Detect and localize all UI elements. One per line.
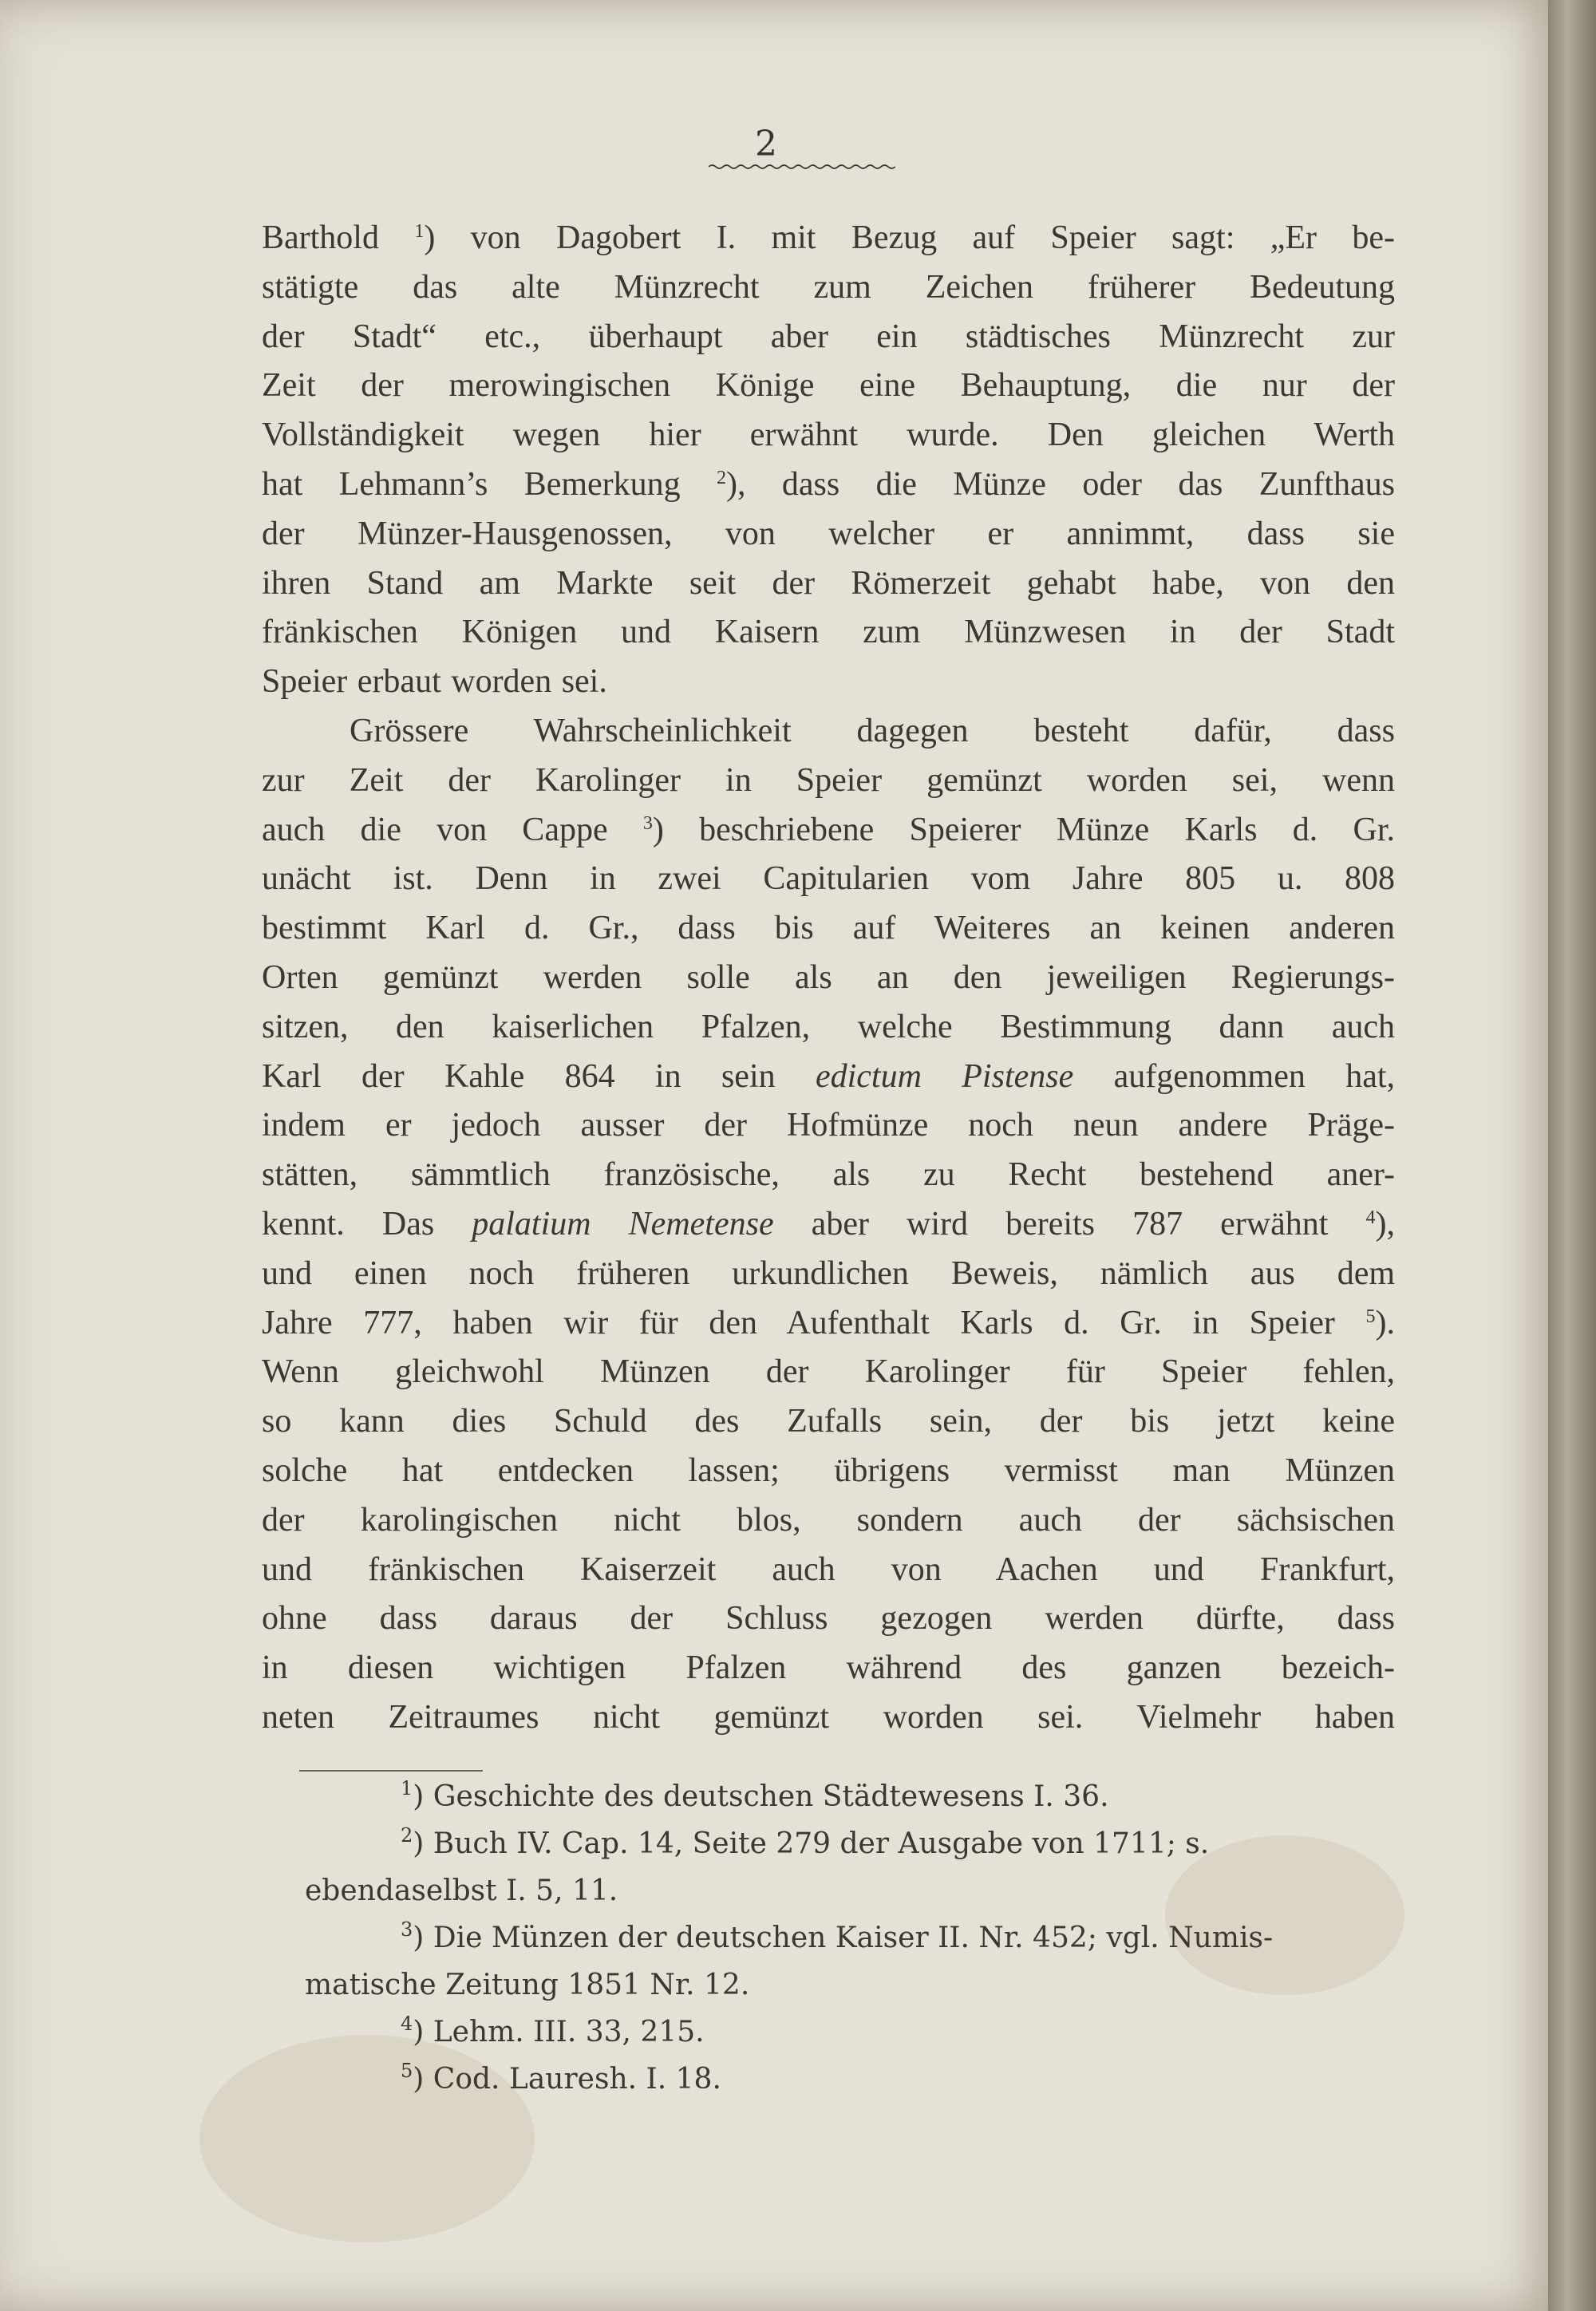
page-number: 2 <box>755 124 777 164</box>
text-line: der Münzer-Hausgenossen, von welcher er annimmt, dass sie <box>262 515 1395 552</box>
text-line: Karl der Kahle 864 in sein edictum Pistense aufgenommen hat, <box>262 1057 1396 1095</box>
footnote-marker: 1 <box>401 1777 413 1799</box>
text-line: ohne dass daraus der Schluss gezogen werden dürfte, dass <box>262 1600 1395 1637</box>
footnote-divider <box>299 1770 483 1772</box>
text-line: stätten, sämmtlich französische, als zu Recht bestehend aner- <box>262 1156 1395 1194</box>
footnote-reference: 3 <box>642 812 653 834</box>
footnote-reference: 1 <box>414 221 425 242</box>
text-line: Orten gemünzt werden solle als an den jeweiligen Regierungs- <box>262 958 1395 996</box>
text-line: so kann dies Schuld des Zufalls sein, der bis jetzt keine <box>262 1403 1395 1440</box>
text-line: ihren Stand am Markte seit der Römerzeit gehabt habe, von den <box>262 564 1395 602</box>
decorative-rule <box>709 164 895 170</box>
text-line: Speier erbaut worden sei. <box>262 663 607 701</box>
text-line: der karolingischen nicht blos, sondern auch der sächsischen <box>262 1501 1395 1539</box>
text-line: indem er jedoch ausser der Hofmünze noch neun andere Präge- <box>262 1107 1395 1144</box>
book-spine <box>1548 0 1596 2311</box>
text-line: zur Zeit der Karolinger in Speier gemünzt worden sei, wenn <box>262 761 1395 799</box>
text-line: Vollständigkeit wegen hier erwähnt wurde. Den gleichen Werth <box>262 417 1395 454</box>
text-line: solche hat entdecken lassen; übrigens vermisst man Münzen <box>262 1452 1395 1489</box>
text-line: hat Lehmann’s Bemerkung $^2$), dass die Münze oder das Zunfthaus <box>262 465 1395 503</box>
footnote-line: $^2$) Buch IV. Cap. 14, Seite 279 der Ausgabe von 1711; s. <box>401 1824 1210 1860</box>
text-line: auch die von Cappe $^3$) beschriebene Speierer Münze Karls d. Gr. <box>262 811 1395 848</box>
footnote-marker: 3 <box>401 1918 413 1941</box>
body-text <box>262 214 1395 1743</box>
italic-latin-term: edictum Pistense <box>815 1057 1074 1095</box>
text-line: sitzen, den kaiserlichen Pfalzen, welche Bestimmung dann auch <box>262 1008 1395 1045</box>
footnote-marker: 5 <box>401 2060 413 2082</box>
text-line: Zeit der merowingischen Könige eine Behauptung, die nur der <box>262 367 1395 405</box>
footnote-marker: 4 <box>401 2013 413 2035</box>
text-line: Grössere Wahrscheinlichkeit dagegen besteht dafür, dass <box>350 712 1395 749</box>
text-line: Barthold $^1$) von Dagobert I. mit Bezug auf Speier sagt: „Er be- <box>262 219 1395 256</box>
footnote-reference: 2 <box>717 467 727 488</box>
footnotes <box>305 1773 1390 2103</box>
text-line: Wenn gleichwohl Münzen der Karolinger für Speier fehlen, <box>262 1353 1395 1391</box>
footnote-line: $^5$) Cod. Lauresh. I. 18. <box>401 2060 721 2096</box>
footnote-line: ebendaselbst I. 5, 11. <box>305 1874 618 1907</box>
footnote-line: $^4$) Lehm. III. 33, 215. <box>401 2013 705 2048</box>
text-line: in diesen wichtigen Pfalzen während des ganzen bezeich- <box>262 1649 1395 1687</box>
text-line: bestimmt Karl d. Gr., dass bis auf Weiteres an keinen anderen <box>262 910 1395 947</box>
text-line: stätigte das alte Münzrecht zum Zeichen früherer Bedeutung <box>262 268 1395 306</box>
footnote-reference: 5 <box>1365 1306 1376 1327</box>
italic-latin-term: palatium Nemetense <box>472 1205 774 1242</box>
text-line: neten Zeitraumes nicht gemünzt worden sei. Vielmehr haben <box>262 1698 1395 1736</box>
footnote-line: $^3$) Die Münzen der deutschen Kaiser II. Nr. 452; vgl. Numis- <box>401 1918 1274 1954</box>
footnote-reference: 4 <box>1365 1207 1376 1228</box>
text-line: und einen noch früheren urkundlichen Beweis, nämlich aus dem <box>262 1254 1395 1292</box>
text-line: der Stadt“ etc., überhaupt aber ein städtisches Münzrecht zur <box>262 318 1395 355</box>
text-line: unächt ist. Denn in zwei Capitularien vom Jahre 805 u. 808 <box>262 860 1395 898</box>
footnote-line: $^1$) Geschichte des deutschen Städtewesens I. 36. <box>401 1777 1109 1813</box>
footnote-marker: 2 <box>401 1824 413 1847</box>
footnote-line: matische Zeitung 1851 Nr. 12. <box>305 1969 750 2001</box>
text-line: und fränkischen Kaiserzeit auch von Aachen und Frankfurt, <box>262 1551 1395 1588</box>
text-line: fränkischen Königen und Kaisern zum Münzwesen in der Stadt <box>262 614 1395 651</box>
text-line: Jahre 777, haben wir für den Aufenthalt Karls d. Gr. in Speier $^5$). <box>262 1304 1395 1341</box>
text-line: kennt. Das palatium Nemetense aber wird bereits 787 erwähnt $^4$), <box>262 1205 1395 1242</box>
